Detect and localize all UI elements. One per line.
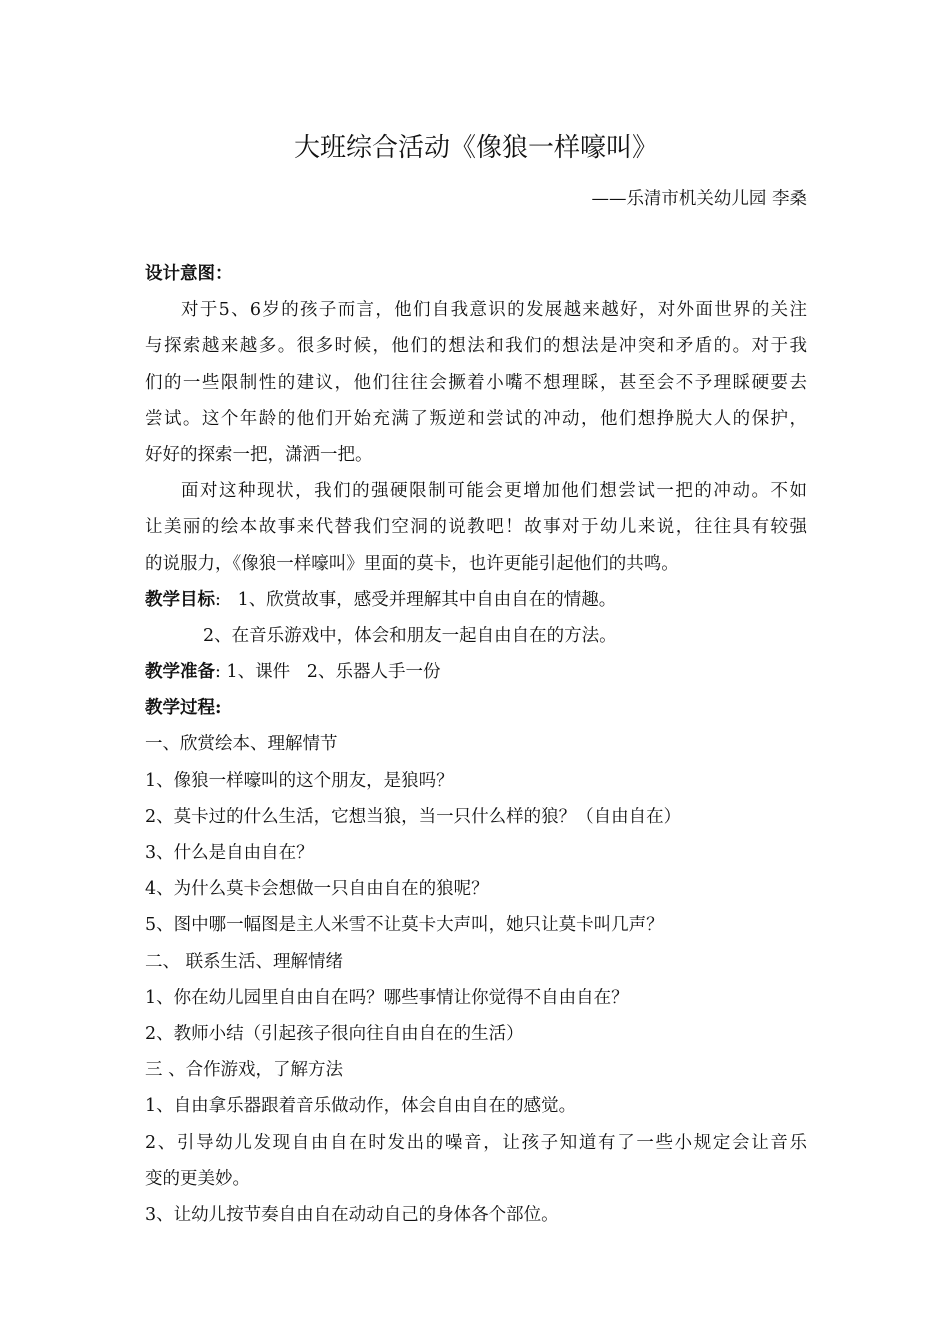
document-title: 大班综合活动《像狼一样嚎叫》 bbox=[293, 133, 658, 163]
prep-text: 1、课件 2、乐器人手一份 bbox=[226, 662, 441, 683]
process-line: 变的更美妙。 bbox=[145, 1168, 250, 1189]
paragraph-line: 面对这种现状，我们的强硬限制可能会更增加他们想尝试一把的冲动。不如 bbox=[181, 481, 807, 502]
paragraph-line: 好好的探索一把，潇洒一把。 bbox=[145, 444, 373, 465]
process-line: 3、什么是自由自在？ bbox=[145, 843, 314, 863]
goal-item: 1、欣赏故事，感受并理解其中自由自在的情趣。 bbox=[237, 589, 617, 610]
process-line: 3、让幼儿按节奏自由自在动动自己的身体各个部位。 bbox=[145, 1204, 559, 1225]
goals-sep: : bbox=[215, 589, 221, 610]
process-line: 二、 联系生活、理解情绪 bbox=[145, 951, 344, 972]
prep-sep: : bbox=[215, 662, 221, 683]
paragraph-line: 的说服力，《像狼一样嚎叫》里面的莫卡，也许更能引起他们的共鸣。 bbox=[145, 553, 679, 574]
goals-label: 教学目标 bbox=[145, 589, 215, 610]
process-line: 5、图中哪一幅图是主人米雪不让莫卡大声叫，她只让莫卡叫几声？ bbox=[145, 915, 664, 936]
paragraph-line: 对于5、6岁的孩子而言，他们自我意识的发展越来越好，对外面世界的关注 bbox=[181, 300, 807, 321]
process-line: 一、欣赏绘本、理解情节 bbox=[145, 734, 338, 755]
goal-item: 2、在音乐游戏中，体会和朋友一起自由自在的方法。 bbox=[203, 625, 617, 646]
goals-row bbox=[145, 582, 807, 618]
paragraph-line: 与探索越来越多。很多时候，他们的想法和我们的想法是冲突和矛盾的。对于我 bbox=[145, 336, 807, 357]
process-line: 1、你在幼儿园里自由自在吗？哪些事情让你觉得不自由自在？ bbox=[145, 987, 629, 1008]
process-line: 1、像狼一样嚎叫的这个朋友，是狼吗？ bbox=[145, 770, 454, 791]
prep-label: 教学准备 bbox=[145, 662, 215, 683]
process-line: 2、教师小结（引起孩子很向往自由自在的生活） bbox=[145, 1023, 524, 1044]
process-line: 2、引导幼儿发现自由自在时发出的噪音，让孩子知道有了一些小规定会让音乐 bbox=[145, 1132, 807, 1153]
process-line: 三 、合作游戏，了解方法 bbox=[145, 1060, 344, 1081]
paragraph-line: 们的一些限制性的建议，他们往往会撅着小嘴不想理睬，甚至会不予理睬硬要去 bbox=[145, 372, 807, 393]
paragraph-line: 让美丽的绘本故事来代替我们空洞的说教吧！故事对于幼儿来说，往往具有较强 bbox=[145, 517, 807, 538]
design-intent-heading: 设计意图： bbox=[145, 264, 233, 284]
process-line: 1、自由拿乐器跟着音乐做动作，体会自由自在的感觉。 bbox=[145, 1096, 577, 1117]
author-line: ——乐清市机关幼儿园 李桑 bbox=[591, 189, 807, 209]
document-page bbox=[145, 0, 807, 1344]
process-line: 2、莫卡过的什么生活，它想当狼，当一只什么样的狼？（自由自在） bbox=[145, 806, 682, 827]
paragraph-line: 尝试。这个年龄的他们开始充满了叛逆和尝试的冲动，他们想挣脱大人的保护， bbox=[145, 408, 807, 429]
process-line: 4、为什么莫卡会想做一只自由自在的狼呢？ bbox=[145, 879, 489, 900]
prep-row bbox=[145, 654, 807, 690]
process-heading: 教学过程: bbox=[145, 698, 222, 719]
document-body bbox=[145, 256, 807, 1233]
